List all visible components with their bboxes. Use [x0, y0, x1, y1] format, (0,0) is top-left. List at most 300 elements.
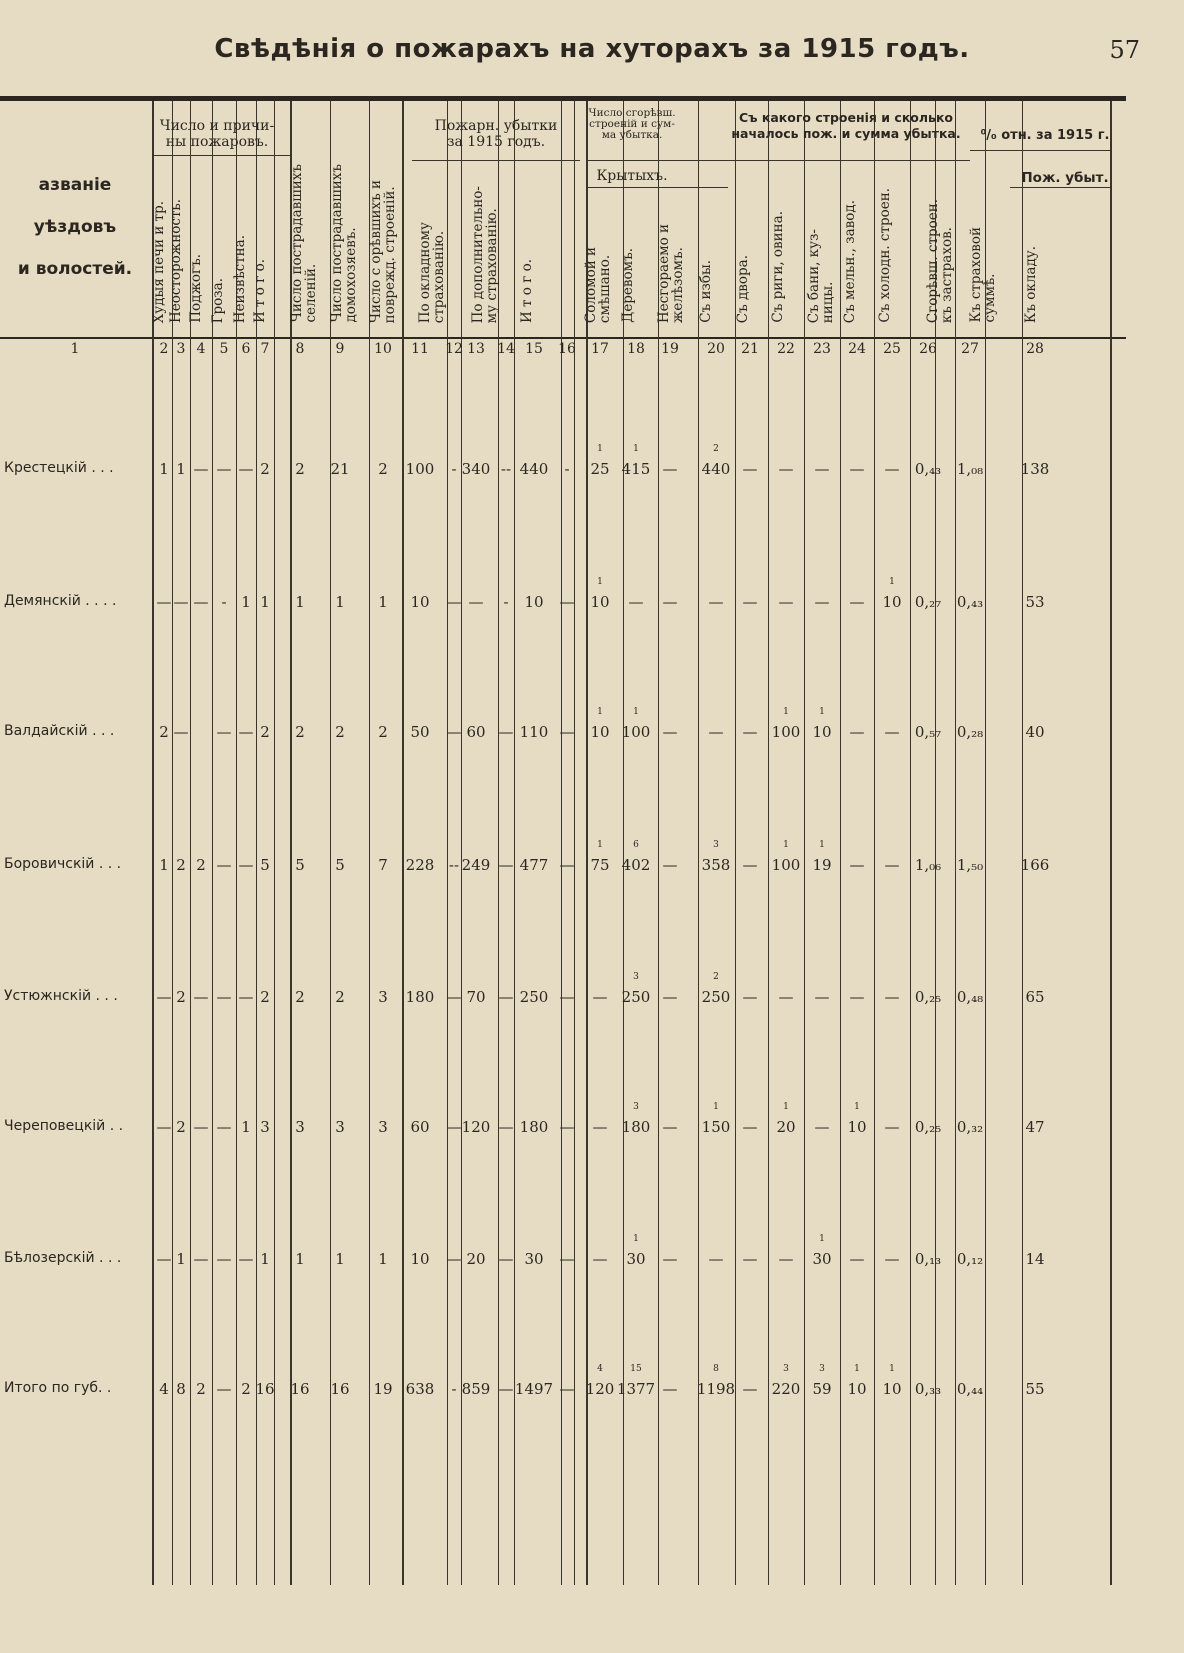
table-cell: 3	[295, 1118, 305, 1136]
cell-count: 1	[889, 577, 895, 587]
page-title: Свѣдѣнія о пожарахъ на хуторахъ за 1915 годъ.	[214, 34, 970, 64]
table-cell: —	[884, 460, 900, 478]
table-cell: —	[446, 723, 462, 741]
table-cell: 5	[335, 856, 345, 874]
header-rule	[0, 337, 1126, 339]
table-cell: 2	[295, 988, 305, 1006]
column-number: 2	[159, 341, 169, 357]
column-number: 13	[467, 341, 485, 357]
cell-count: 6	[633, 840, 639, 850]
column-header: Къ окладу.	[1023, 245, 1039, 323]
column-divider	[1110, 101, 1112, 1585]
table-cell: —	[742, 593, 758, 611]
table-cell: 250	[519, 988, 549, 1006]
table-cell: —	[238, 988, 254, 1006]
table-cell: —	[662, 593, 678, 611]
table-cell: —	[742, 723, 758, 741]
cell-count: 1	[819, 1234, 825, 1244]
column-number: 26	[919, 341, 937, 357]
table-cell: 8	[176, 1380, 186, 1398]
group-header-burned: Число сгорѣвш. строеній и сум- ма убытка.	[588, 107, 676, 141]
column-divider	[874, 101, 875, 1585]
table-cell: 1	[159, 460, 169, 478]
table-cell: —	[814, 460, 830, 478]
table-cell: 0,₃₂	[956, 1118, 984, 1136]
column-number: 20	[707, 341, 725, 357]
table-cell: 19	[373, 1380, 393, 1398]
table-cell: —	[559, 1250, 575, 1268]
table-cell: 65	[1025, 988, 1045, 1006]
table-cell: 19	[812, 856, 832, 874]
column-number: 6	[241, 341, 251, 357]
table-cell: 10	[847, 1380, 867, 1398]
table-cell: 30	[812, 1250, 832, 1268]
table-cell: -	[451, 460, 457, 478]
table-cell: 220	[771, 1380, 801, 1398]
table-cell: —	[193, 593, 209, 611]
table-cell: —	[849, 460, 865, 478]
table-cell: 2	[159, 723, 169, 741]
header-rule-segment	[152, 155, 290, 156]
table-cell: 0,₂₈	[956, 723, 984, 741]
table-cell: —	[662, 1380, 678, 1398]
table-cell: 1	[159, 856, 169, 874]
column-number: 15	[525, 341, 543, 357]
table-cell: 180	[519, 1118, 549, 1136]
table-cell: 638	[405, 1380, 435, 1398]
table-cell: 2	[335, 723, 345, 741]
table-cell: 0,₄₄	[956, 1380, 984, 1398]
table-cell: 1	[295, 1250, 305, 1268]
column-divider	[172, 101, 173, 1585]
table-cell: 3	[378, 988, 388, 1006]
table-cell: 75	[590, 856, 610, 874]
table-cell: --	[500, 460, 512, 478]
table-cell: 59	[812, 1380, 832, 1398]
cell-count: 1	[819, 840, 825, 850]
table-cell: —	[778, 1250, 794, 1268]
table-cell: 2	[295, 460, 305, 478]
table-cell: 0,₄₃	[956, 593, 984, 611]
table-cell: —	[662, 856, 678, 874]
table-cell: 20	[466, 1250, 486, 1268]
table-cell: -	[221, 593, 227, 611]
table-cell: —	[884, 1250, 900, 1268]
table-cell: —	[446, 593, 462, 611]
column-divider	[152, 101, 154, 1585]
table-cell: 250	[621, 988, 651, 1006]
group-header-loss-pct: Пож. убыт.	[1021, 170, 1109, 186]
table-cell: 60	[466, 723, 486, 741]
table-cell: —	[216, 988, 232, 1006]
table-cell: —	[156, 1118, 172, 1136]
table-cell: —	[216, 1380, 232, 1398]
column-header: Съ риги, овина.	[770, 211, 786, 323]
column-number: 25	[883, 341, 901, 357]
column-number: 19	[661, 341, 679, 357]
table-cell: 1	[378, 1250, 388, 1268]
cell-count: 1	[633, 707, 639, 717]
table-cell: —	[778, 460, 794, 478]
table-cell: 0,₄₃	[914, 460, 942, 478]
cell-count: 1	[889, 1364, 895, 1374]
table-cell: —	[742, 1118, 758, 1136]
table-cell: 440	[519, 460, 549, 478]
table-cell: —	[498, 1118, 514, 1136]
column-header: Число пострадавшихъ селеній.	[289, 164, 319, 323]
table-cell: 1,₅₀	[956, 856, 984, 874]
table-cell: 138	[1020, 460, 1050, 478]
table-cell: 402	[621, 856, 651, 874]
table-cell: —	[592, 1250, 608, 1268]
table-cell: —	[592, 988, 608, 1006]
column-number: 1	[70, 341, 80, 357]
column-number: 21	[741, 341, 759, 357]
cell-count: 3	[633, 1102, 639, 1112]
cell-count: 1	[597, 577, 603, 587]
table-cell: 100	[771, 723, 801, 741]
table-cell: 100	[621, 723, 651, 741]
table-cell: 1198	[696, 1380, 736, 1398]
table-cell: 180	[621, 1118, 651, 1136]
table-cell: 0,₂₅	[914, 1118, 942, 1136]
table-cell: 415	[621, 460, 651, 478]
table-cell: —	[849, 988, 865, 1006]
column-number: 3	[176, 341, 186, 357]
column-divider	[190, 101, 191, 1585]
column-number: 5	[219, 341, 229, 357]
table-cell: 2	[196, 1380, 206, 1398]
table-cell: -	[451, 1380, 457, 1398]
table-cell: 2	[378, 723, 388, 741]
column-number: 23	[813, 341, 831, 357]
cell-count: 15	[630, 1364, 642, 1374]
table-cell: —	[173, 723, 189, 741]
table-cell: 1497	[514, 1380, 554, 1398]
header-rule-segment	[728, 160, 970, 161]
column-divider	[461, 101, 462, 1585]
column-header: Съ избы.	[698, 260, 714, 323]
table-cell: —	[238, 723, 254, 741]
table-cell: --	[448, 856, 460, 874]
table-cell: —	[814, 988, 830, 1006]
column-header: Число с орѣвшихъ и поврежд. строеній.	[368, 179, 398, 323]
column-number: 22	[777, 341, 795, 357]
column-header: Соломой и смѣшано.	[583, 246, 613, 323]
table-cell: —	[559, 1380, 575, 1398]
table-cell: —	[662, 460, 678, 478]
column-number: 24	[848, 341, 866, 357]
table-cell: 2	[260, 988, 270, 1006]
table-cell: —	[498, 1250, 514, 1268]
table-cell: 100	[771, 856, 801, 874]
table-cell: 14	[1025, 1250, 1045, 1268]
column-divider	[935, 101, 936, 1585]
table-cell: 0,₁₂	[956, 1250, 984, 1268]
table-cell: —	[742, 1250, 758, 1268]
column-divider	[514, 101, 515, 1585]
group-header-fires: Число и причи- ны пожаровъ.	[159, 118, 275, 150]
table-cell: 53	[1025, 593, 1045, 611]
column-number: 7	[260, 341, 270, 357]
table-cell: 20	[776, 1118, 796, 1136]
column-divider	[955, 101, 956, 1585]
table-cell: —	[628, 593, 644, 611]
table-cell: 250	[701, 988, 731, 1006]
cell-count: 3	[819, 1364, 825, 1374]
table-cell: 2	[176, 988, 186, 1006]
cell-count: 1	[819, 707, 825, 717]
table-cell: 30	[626, 1250, 646, 1268]
table-cell: 340	[461, 460, 491, 478]
table-cell: 2	[260, 723, 270, 741]
table-cell: 2	[176, 856, 186, 874]
table-cell: —	[708, 723, 724, 741]
column-header: Съ холодн. строен.	[877, 188, 893, 323]
row-name: Крестецкій . . .	[4, 460, 114, 476]
column-divider	[498, 101, 499, 1585]
table-cell: 1	[335, 593, 345, 611]
table-cell: 3	[335, 1118, 345, 1136]
column-number: 12	[445, 341, 463, 357]
table-cell: 10	[410, 593, 430, 611]
table-cell: 16	[290, 1380, 310, 1398]
table-cell: 25	[590, 460, 610, 478]
group-header-origin: Съ какого строенія и сколько началось пож. и сумма убытка.	[731, 110, 961, 141]
cell-count: 4	[597, 1364, 603, 1374]
header-rule-segment	[1010, 187, 1110, 188]
column-number: 18	[627, 341, 645, 357]
column-divider	[369, 101, 370, 1585]
table-cell: —	[884, 1118, 900, 1136]
table-cell: —	[498, 1380, 514, 1398]
cell-count: 8	[713, 1364, 719, 1374]
table-cell: 10	[847, 1118, 867, 1136]
table-cell: —	[193, 1250, 209, 1268]
table-cell: —	[778, 988, 794, 1006]
table-cell: —	[446, 1118, 462, 1136]
table-cell: 477	[519, 856, 549, 874]
table-cell: 1,₀₆	[914, 856, 942, 874]
table-cell: 5	[295, 856, 305, 874]
cell-count: 1	[854, 1102, 860, 1112]
column-header: Худыя печи и тр.	[151, 200, 167, 323]
table-cell: —	[814, 1118, 830, 1136]
table-cell: 1377	[616, 1380, 656, 1398]
table-cell: —	[238, 460, 254, 478]
table-cell: 1	[295, 593, 305, 611]
district-head-line-2: и волостей.	[17, 259, 133, 279]
table-cell: 1	[260, 1250, 270, 1268]
table-cell: —	[814, 593, 830, 611]
table-cell: 2	[378, 460, 388, 478]
column-divider	[236, 101, 237, 1585]
cell-count: 1	[597, 707, 603, 717]
table-cell: 3	[260, 1118, 270, 1136]
column-divider	[290, 101, 292, 1585]
group-header-losses: Пожарн. убытки за 1915 годъ.	[434, 118, 558, 150]
table-cell: 10	[524, 593, 544, 611]
table-cell: —	[156, 593, 172, 611]
column-header: Деревомъ.	[620, 248, 636, 323]
table-cell: —	[708, 1250, 724, 1268]
table-cell: 0,₂₅	[914, 988, 942, 1006]
table-cell: —	[238, 856, 254, 874]
column-divider	[985, 101, 986, 1585]
column-header: Сгорѣвш. строен. къ застрахов.	[925, 198, 955, 323]
row-name: Боровичскій . . .	[4, 856, 122, 872]
table-cell: —	[156, 1250, 172, 1268]
table-cell: 10	[410, 1250, 430, 1268]
column-divider	[658, 101, 659, 1585]
column-header: Къ страховой суммѣ.	[968, 227, 998, 323]
cell-count: 3	[713, 840, 719, 850]
table-cell: —	[849, 1250, 865, 1268]
table-cell: —	[498, 723, 514, 741]
table-cell: 2	[335, 988, 345, 1006]
cell-count: 1	[713, 1102, 719, 1112]
table-cell: —	[662, 723, 678, 741]
column-number: 11	[411, 341, 429, 357]
column-header: Число пострадавшихъ домохозяевъ.	[329, 164, 359, 323]
table-cell: 55	[1025, 1380, 1045, 1398]
column-header: По окладному страхованію.	[417, 221, 447, 323]
cell-count: 1	[783, 707, 789, 717]
table-cell: 110	[519, 723, 549, 741]
column-divider	[402, 101, 404, 1585]
row-name: Устюжнскій . . .	[4, 988, 118, 1004]
table-cell: 1,₀₈	[956, 460, 984, 478]
column-divider	[212, 101, 213, 1585]
row-name: Итого по губ. .	[4, 1380, 112, 1396]
page-number: 57	[1109, 36, 1140, 64]
column-header: Поджогъ.	[188, 254, 204, 323]
table-cell: 1	[176, 460, 186, 478]
column-divider	[274, 101, 275, 1585]
table-cell: 30	[524, 1250, 544, 1268]
table-cell: —	[849, 856, 865, 874]
column-divider	[1022, 101, 1023, 1585]
column-divider	[561, 101, 562, 1585]
row-name: Череповецкій . .	[4, 1118, 124, 1134]
table-cell: 1	[241, 593, 251, 611]
column-header: Неосторожность.	[168, 198, 184, 323]
column-header: По дополнительно- му страхованію.	[470, 185, 500, 323]
row-name: Валдайскій . . .	[4, 723, 115, 739]
cell-count: 3	[633, 972, 639, 982]
table-cell: —	[193, 1118, 209, 1136]
table-cell: —	[742, 1380, 758, 1398]
table-cell: —	[216, 1118, 232, 1136]
table-cell: —	[662, 1118, 678, 1136]
cell-count: 2	[713, 972, 719, 982]
table-cell: 10	[590, 723, 610, 741]
table-cell: —	[592, 1118, 608, 1136]
table-cell: 4	[159, 1380, 169, 1398]
column-header: Несгораемо и желѣзомъ.	[656, 223, 686, 323]
table-cell: —	[778, 593, 794, 611]
table-cell: 10	[882, 593, 902, 611]
table-cell: 21	[330, 460, 350, 478]
table-cell: 50	[410, 723, 430, 741]
table-cell: —	[446, 1250, 462, 1268]
header-rule-segment	[970, 150, 1110, 151]
table-cell: —	[216, 1250, 232, 1268]
column-number: 10	[374, 341, 392, 357]
column-header: Съ мельн., завод.	[842, 199, 858, 323]
cell-count: 1	[633, 1234, 639, 1244]
table-cell: —	[498, 856, 514, 874]
table-cell: 1	[241, 1118, 251, 1136]
table-cell: —	[559, 723, 575, 741]
column-number: 8	[295, 341, 305, 357]
table-cell: 5	[260, 856, 270, 874]
table-cell: 0,₁₃	[914, 1250, 942, 1268]
table-cell: 358	[701, 856, 731, 874]
column-divider	[256, 101, 257, 1585]
table-cell: —	[559, 856, 575, 874]
table-cell: —	[559, 1118, 575, 1136]
row-name: Демянскій . . . .	[4, 593, 117, 609]
column-header: Съ двора.	[735, 254, 751, 323]
table-cell: 7	[378, 856, 388, 874]
top-rule	[0, 96, 1126, 101]
table-cell: —	[446, 988, 462, 1006]
column-number: 27	[961, 341, 979, 357]
table-cell: —	[742, 988, 758, 1006]
column-header: Неизвѣстна.	[232, 234, 248, 323]
table-cell: —	[193, 988, 209, 1006]
table-cell: 150	[701, 1118, 731, 1136]
table-cell: 2	[241, 1380, 251, 1398]
table-cell: 100	[405, 460, 435, 478]
column-divider	[330, 101, 331, 1585]
table-cell: 120	[585, 1380, 615, 1398]
table-cell: 0,₂₇	[914, 593, 942, 611]
column-header: И т о г о.	[519, 258, 535, 323]
table-cell: 2	[176, 1118, 186, 1136]
table-cell: 0,₃₃	[914, 1380, 942, 1398]
row-name: Бѣлозерскій . . .	[4, 1250, 122, 1266]
table-cell: —	[662, 1250, 678, 1268]
table-cell: 10	[882, 1380, 902, 1398]
table-cell: 10	[590, 593, 610, 611]
group-header-percent: ⁰/₀ отн. за 1915 г.	[980, 128, 1110, 143]
table-cell: —	[216, 723, 232, 741]
table-cell: —	[662, 988, 678, 1006]
cell-count: 1	[783, 1102, 789, 1112]
column-divider	[447, 101, 448, 1585]
header-rule-segment	[586, 187, 728, 188]
cell-count: 1	[633, 444, 639, 454]
table-cell: 60	[410, 1118, 430, 1136]
column-number: 16	[558, 341, 576, 357]
table-cell: 2	[295, 723, 305, 741]
table-cell: 1	[378, 593, 388, 611]
column-number: 14	[497, 341, 515, 357]
table-cell: —	[849, 723, 865, 741]
table-cell: 0,₄₈	[956, 988, 984, 1006]
cell-count: 1	[783, 840, 789, 850]
table-cell: —	[173, 593, 189, 611]
table-cell: 180	[405, 988, 435, 1006]
table-cell: —	[708, 593, 724, 611]
column-number: 28	[1026, 341, 1044, 357]
table-cell: 120	[461, 1118, 491, 1136]
table-cell: -	[503, 593, 509, 611]
table-cell: —	[216, 460, 232, 478]
table-cell: 16	[255, 1380, 275, 1398]
